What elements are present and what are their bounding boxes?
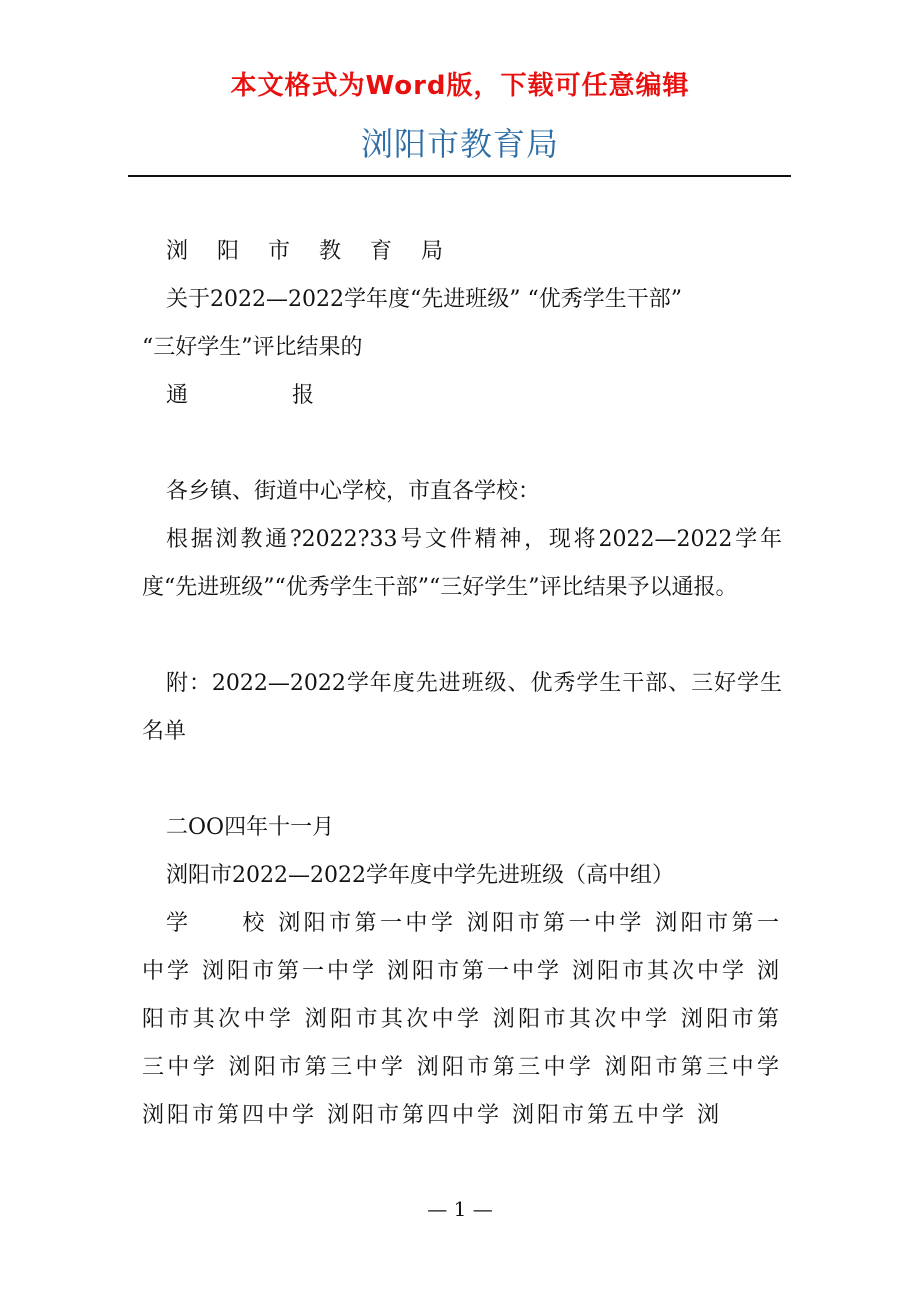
organization-header: 浏阳市教育局 xyxy=(360,125,559,163)
document-body xyxy=(142,228,782,1140)
spacer xyxy=(142,420,782,468)
document-type: 通 报 xyxy=(166,383,335,408)
document-date: 二OO四年十一月 xyxy=(166,815,335,840)
attachment-note: 附：2022—2022学年度先进班级、优秀学生干部、三好学生名单 xyxy=(142,671,782,744)
page-number: — 1 — xyxy=(427,1197,493,1221)
download-banner: 本文格式为Word版，下载可任意编辑 xyxy=(230,71,690,101)
spacer xyxy=(142,756,782,804)
spacer xyxy=(142,612,782,660)
salutation: 各乡镇、街道中心学校，市直各学校： xyxy=(166,479,541,504)
body-paragraph: 根据浏教通?2022?33号文件精神，现将2022—2022学年度“先进班级”“优秀学生干部”“三好学生”评比结果予以通报。 xyxy=(142,527,782,600)
document-title-line-1: 关于2022—2022学年度“先进班级” “优秀学生干部” xyxy=(166,287,682,312)
school-list: 学 校 浏阳市第一中学 浏阳市第一中学 浏阳市第一中学 浏阳市第一中学 浏阳市第一中学 浏阳市其次中学 浏阳市其次中学 浏阳市其次中学 浏阳市其次中学 浏阳市第三中学 浏阳市第三中学 浏阳市第三中学 浏阳市第三中学 浏阳市第四中学 浏阳市第四中学 浏阳市第五中学 浏 xyxy=(142,911,782,1128)
issuer-line: 浏 阳 市 教 育 局 xyxy=(166,239,454,264)
document-title-line-2: “三好学生”评比结果的 xyxy=(142,335,363,360)
header-divider xyxy=(128,175,791,177)
list-title: 浏阳市2022—2022学年度中学先进班级（高中组） xyxy=(166,863,674,888)
